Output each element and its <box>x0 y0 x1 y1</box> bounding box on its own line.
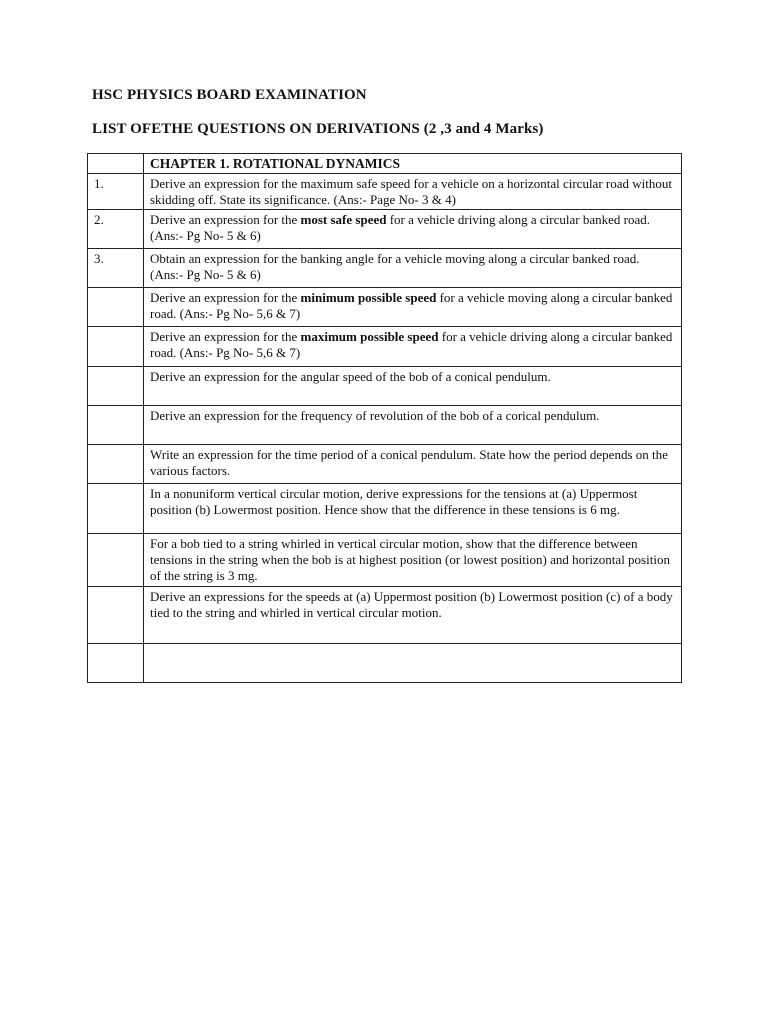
question-text <box>144 288 682 327</box>
question-text-segment: Derive an expression for the frequency of revolution of the bob of a corical pendulum. <box>150 408 600 423</box>
emphasized-phrase: minimum possible speed <box>300 290 437 305</box>
question-row <box>88 484 682 534</box>
question-text <box>144 327 682 367</box>
question-text-segment: Obtain an expression for the banking angle for a vehicle moving along a circular banked road. (Ans:- Pg No- 5 & 6) <box>150 251 640 282</box>
table-body <box>88 154 682 683</box>
question-text <box>144 174 682 210</box>
question-text-segment: Derive an expression for the maximum safe speed for a vehicle on a horizontal circular road without skidding off. State its significance. (Ans:- Page No- 3 & 4) <box>150 176 672 207</box>
question-row <box>88 445 682 484</box>
chapter-number-cell <box>88 154 144 174</box>
question-number <box>88 288 144 327</box>
question-number <box>88 406 144 445</box>
question-text-segment: for a vehicle driving along a circular banked road. (Ans:- Pg No- 5 & 6) <box>150 212 650 243</box>
document-title: HSC PHYSICS BOARD EXAMINATION <box>92 87 367 103</box>
question-row <box>88 644 682 683</box>
question-number <box>88 445 144 484</box>
question-text <box>144 249 682 288</box>
question-number <box>88 484 144 534</box>
question-text-segment: Derive an expression for the angular speed of the bob of a conical pendulum. <box>150 369 551 384</box>
question-text <box>144 587 682 644</box>
emphasized-phrase: maximum possible speed <box>300 329 439 344</box>
question-number: 2. <box>88 210 144 249</box>
question-text <box>144 210 682 249</box>
question-row <box>88 587 682 644</box>
question-text-segment: for a vehicle moving along a circular banked road. (Ans:- Pg No- 5,6 & 7) <box>150 290 673 321</box>
question-text-segment: Derive an expressions for the speeds at (a) Uppermost position (b) Lowermost position (c) of a body tied to the string and whirled in vertical circular motion. <box>150 589 673 620</box>
question-row <box>88 406 682 445</box>
question-number <box>88 534 144 587</box>
emphasized-phrase: most safe speed <box>300 212 387 227</box>
question-text <box>144 445 682 484</box>
question-text-segment: Derive an expression for the <box>150 329 301 344</box>
question-row <box>88 249 682 288</box>
question-number <box>88 367 144 406</box>
question-text-segment: Derive an expression for the <box>150 212 301 227</box>
question-number <box>88 327 144 367</box>
question-row <box>88 367 682 406</box>
question-number <box>88 587 144 644</box>
question-text-segment: Derive an expression for the <box>150 290 301 305</box>
question-text <box>144 406 682 445</box>
question-text-segment: In a nonuniform vertical circular motion, derive expressions for the tensions at (a) Uppermost position (b) Lowermost position. Hence show that the difference in these tensions is 6 mg. <box>150 486 638 517</box>
derivations-table <box>87 153 682 683</box>
question-text <box>144 367 682 406</box>
chapter-heading: CHAPTER 1. ROTATIONAL DYNAMICS <box>144 154 682 174</box>
question-number <box>88 644 144 683</box>
question-number: 3. <box>88 249 144 288</box>
question-text <box>144 534 682 587</box>
question-row <box>88 210 682 249</box>
question-row <box>88 288 682 327</box>
question-text-segment: For a bob tied to a string whirled in vertical circular motion, show that the difference between tensions in the string when the bob is at highest position (or lowest position) and horizontal position of the string is 3 mg. <box>150 536 670 583</box>
question-text <box>144 644 682 683</box>
chapter-header-row <box>88 154 682 174</box>
question-row <box>88 534 682 587</box>
question-row <box>88 327 682 367</box>
question-text <box>144 484 682 534</box>
question-text-segment: for a vehicle driving along a circular banked road. (Ans:- Pg No- 5,6 & 7) <box>150 329 673 360</box>
document-subtitle: LIST OFETHE QUESTIONS ON DERIVATIONS (2 ,3 and 4 Marks) <box>92 121 544 137</box>
question-text-segment: Write an expression for the time period of a conical pendulum. State how the period depends on the various factors. <box>150 447 668 478</box>
question-row <box>88 174 682 210</box>
question-number: 1. <box>88 174 144 210</box>
